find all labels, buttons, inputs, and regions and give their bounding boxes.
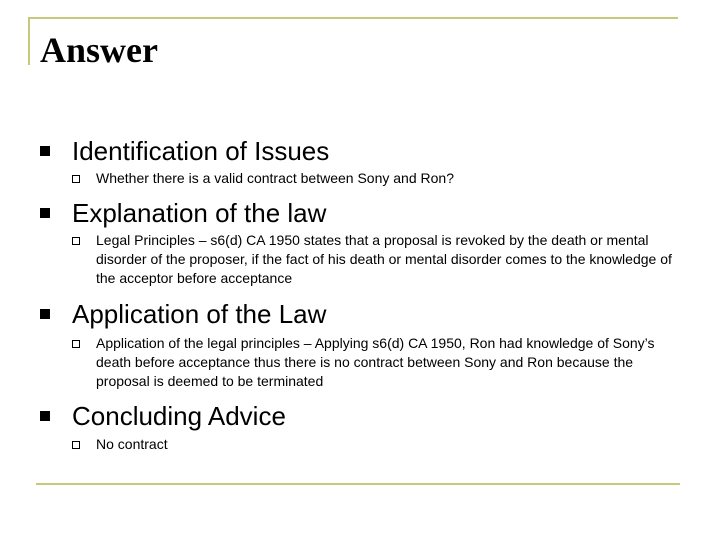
hollow-square-bullet-icon (72, 441, 80, 449)
section-detail: Legal Principles – s6(d) CA 1950 states that a proposal is revoked by the death or mental disorder of the proposer, if the fact of his death or mental disorder comes to the knowledge of the acceptor before acceptance (96, 232, 672, 286)
top-rule (28, 17, 678, 19)
section-detail: No contract (96, 436, 168, 452)
section-heading: Identification of Issues (72, 136, 330, 166)
section-detail: Whether there is a valid contract between Sony and Ron? (96, 170, 454, 186)
square-bullet-icon (40, 146, 50, 156)
left-rule (28, 17, 30, 65)
slide-title: Answer (40, 30, 158, 70)
section-heading: Explanation of the law (72, 198, 327, 228)
square-bullet-icon (40, 208, 50, 218)
section-heading: Application of the Law (72, 299, 327, 329)
hollow-square-bullet-icon (72, 340, 80, 348)
hollow-square-bullet-icon (72, 175, 80, 183)
square-bullet-icon (40, 411, 50, 421)
hollow-square-bullet-icon (72, 237, 80, 245)
section-detail: Application of the legal principles – Applying s6(d) CA 1950, Ron had knowledge of Sony’s death before acceptance thus there is no contract between Sony and Ron because the proposal is deemed to be terminated (96, 335, 655, 389)
square-bullet-icon (40, 309, 50, 319)
section-heading: Concluding Advice (72, 401, 286, 431)
bottom-rule (36, 483, 680, 485)
